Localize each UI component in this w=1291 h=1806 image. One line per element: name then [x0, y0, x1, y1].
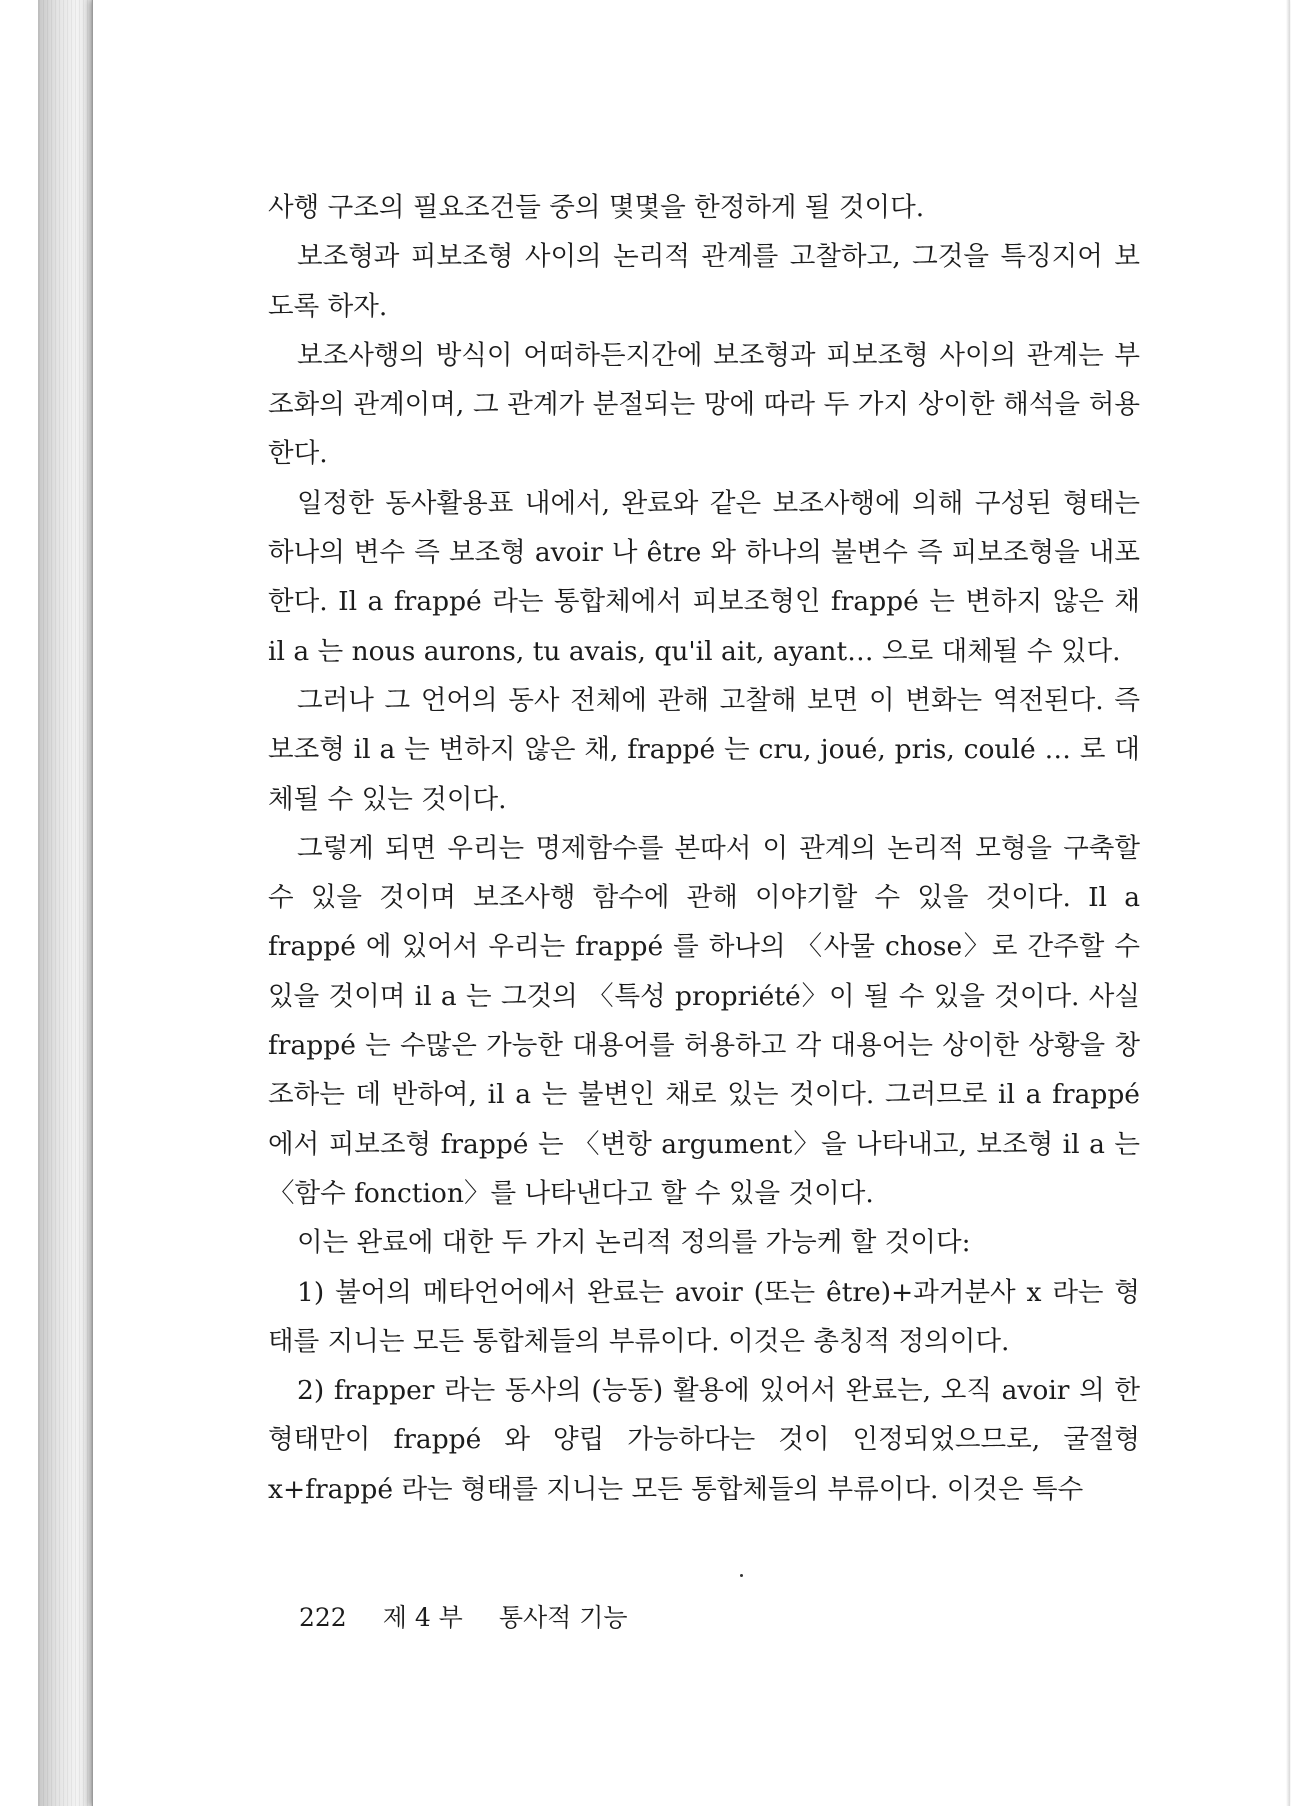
paragraph-1: 사행 구조의 필요조건들 중의 몇몇을 한정하게 될 것이다.	[268, 192, 925, 223]
part-label: 제 4 부	[382, 1603, 463, 1632]
page-footer	[299, 1598, 664, 1634]
book-page	[92, 0, 1290, 1806]
definition-1: 1) 불어의 메타언어에서 완료는 avoir (또는 être)+과거분사 x 라는 형태를 지니는 모든 통합체들의 부류이다. 이것은 총칭적 정의이다.	[268, 1276, 1140, 1357]
book-spine	[38, 0, 93, 1806]
paragraph-3: 보조사행의 방식이 어떠하든지간에 보조형과 피보조형 사이의 관계는 부조화의 관계이며, 그 관계가 분절되는 망에 따라 두 가지 상이한 해석을 허용한다.	[268, 339, 1140, 470]
paragraph-4: 일정한 동사활용표 내에서, 완료와 같은 보조사행에 의해 구성된 형태는 하나의 변수 즉 보조형 avoir 나 être 와 하나의 불변수 즉 피보조형을 내포한다. Il a frappé 라는 통합체에서 피보조형인 frappé 는 변하지 않은 채 il a 는 nous aurons, tu avais, qu'il ait, ayant… 으로 대체될 수 있다.	[268, 487, 1140, 667]
page-number: 222	[299, 1603, 347, 1632]
paragraph-2: 보조형과 피보조형 사이의 논리적 관계를 고찰하고, 그것을 특징지어 보도록 하자.	[268, 241, 1140, 322]
body-text	[268, 183, 1140, 1514]
paragraph-7: 이는 완료에 대한 두 가지 논리적 정의를 가능케 할 것이다:	[297, 1227, 971, 1259]
paragraph-5: 그러나 그 언어의 동사 전체에 관해 고찰해 보면 이 변화는 역전된다. 즉 보조형 il a 는 변하지 않은 채, frappé 는 cru, joué, pris, coulé … 로 대체될 수 있는 것이다.	[268, 684, 1140, 815]
ink-speck	[740, 1574, 743, 1577]
paragraph-6: 그렇게 되면 우리는 명제함수를 본따서 이 관계의 논리적 모형을 구축할 수 있을 것이며 보조사행 함수에 관해 이야기할 수 있을 것이다. Il a frappé 에 있어서 우리는 frappé 를 하나의 〈사물 chose〉로 간주할 수 있을 것이며 il a 는 그것의 〈특성 propriété〉이 될 수 있을 것이다. 사실 frappé 는 수많은 가능한 대용어를 허용하고 각 대용어는 상이한 상황을 창조하는 데 반하여, il a 는 불변인 채로 있는 것이다. 그러므로 il a frappé 에서 피보조형 frappé 는 〈변항 argument〉을 나타내고, 보조형 il a 는 〈함수 fonction〉를 나타낸다고 할 수 있을 것이다.	[268, 832, 1140, 1209]
chapter-title: 통사적 기능	[498, 1603, 628, 1632]
definition-2: 2) frapper 라는 동사의 (능동) 활용에 있어서 완료는, 오직 avoir 의 한 형태만이 frappé 와 양립 가능하다는 것이 인정되었으므로, 굴절형 x+frappé 라는 형태를 지니는 모든 통합체들의 부류이다. 이것은 특수	[268, 1375, 1140, 1505]
